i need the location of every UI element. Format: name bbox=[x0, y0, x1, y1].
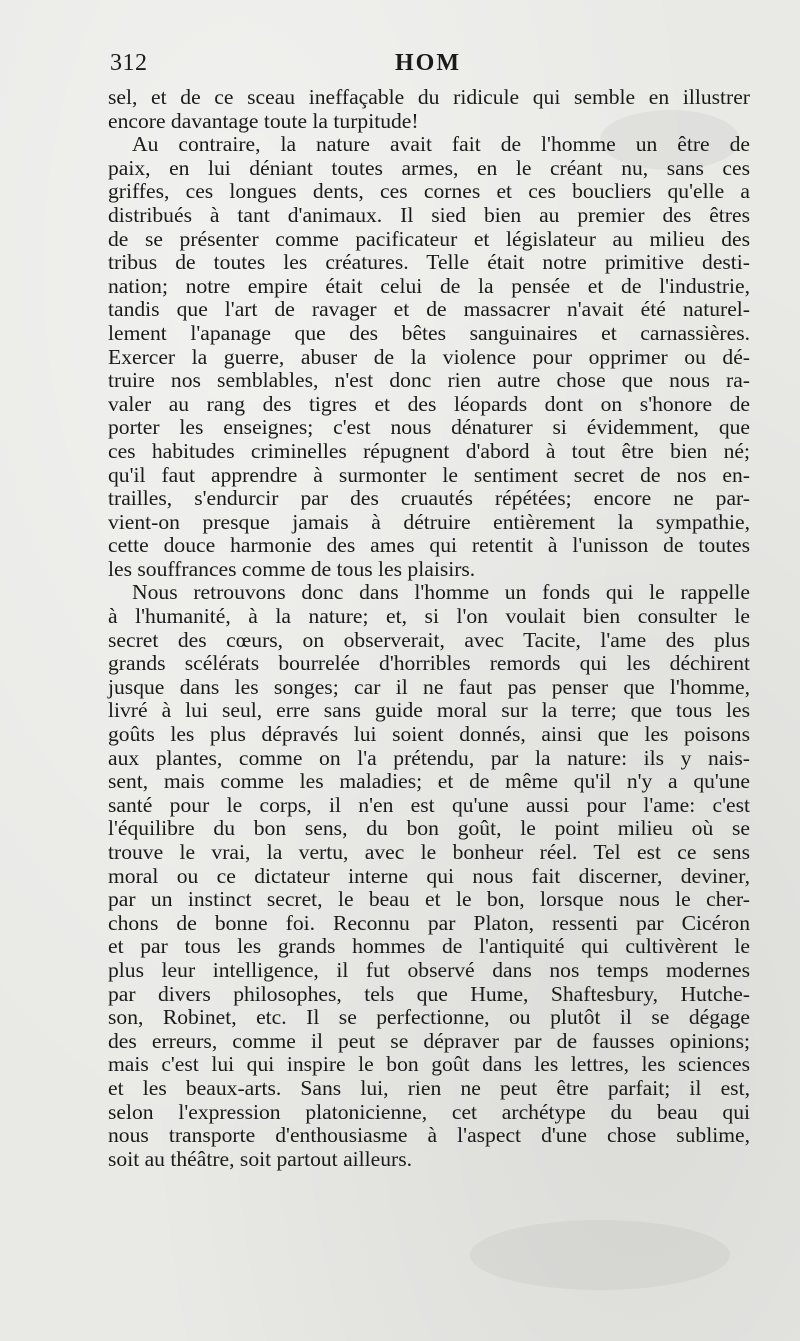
text-line: grands scélérats bourrelée d'horribles remords qui les déchirent bbox=[108, 651, 750, 676]
text-line: valer au rang des tigres et des léopards dont on s'honore de bbox=[108, 391, 750, 416]
text-line: nous transporte d'enthousiasme à l'aspect d'une chose sublime, bbox=[108, 1123, 750, 1148]
text-line: et les beaux-arts. Sans lui, rien ne peut être parfait; il est, bbox=[108, 1075, 750, 1100]
text-line: Au contraire, la nature avait fait de l'homme un être de bbox=[132, 132, 750, 157]
text-line: cette douce harmonie des ames qui retentit à l'unisson de toutes bbox=[108, 533, 750, 558]
text-line: l'équilibre du bon sens, du bon goût, le point milieu où se bbox=[108, 816, 750, 841]
text-line: des erreurs, comme il peut se dépraver par de fausses opinions; bbox=[108, 1028, 750, 1053]
text-line: jusque dans les songes; car il ne faut pas penser que l'homme, bbox=[108, 674, 750, 699]
text-line: par un instinct secret, le beau et le bon, lorsque nous le cher- bbox=[108, 887, 750, 912]
text-line: à l'humanité, à la nature; et, si l'on voulait bien consulter le bbox=[108, 604, 750, 629]
text-line: chons de bonne foi. Reconnu par Platon, ressenti par Cicéron bbox=[108, 910, 750, 935]
text-line: livré à lui seul, erre sans guide moral sur la terre; que tous les bbox=[108, 698, 750, 723]
running-head bbox=[110, 50, 750, 80]
text-line: distribués à tant d'animaux. Il sied bien au premier des êtres bbox=[108, 202, 750, 227]
text-line: paix, en lui déniant toutes armes, en le créant nu, sans ces bbox=[108, 155, 750, 180]
text-line: lement l'apanage que des bêtes sanguinaires et carnassières. bbox=[108, 320, 750, 345]
text-line: ces habitudes criminelles répugnent d'abord à tout être bien né; bbox=[108, 438, 750, 463]
text-line: truire nos semblables, n'est donc rien autre chose que nous ra- bbox=[108, 368, 750, 393]
text-line: santé pour le corps, il n'en est qu'une aussi pour l'ame: c'est bbox=[108, 792, 750, 817]
text-line: vient-on presque jamais à détruire entièrement la sympathie, bbox=[108, 509, 750, 534]
text-line: sent, mais comme les maladies; et de même qu'il n'y a qu'une bbox=[108, 769, 750, 794]
text-line: Exercer la guerre, abuser de la violence pour opprimer ou dé- bbox=[108, 344, 750, 369]
text-line: mais c'est lui qui inspire le bon goût dans les lettres, les sciences bbox=[108, 1052, 750, 1077]
text-line: qu'il faut apprendre à surmonter le sentiment secret de nos en- bbox=[108, 462, 750, 487]
text-line: trouve le vrai, la vertu, avec le bonheur réel. Tel est ce sens bbox=[108, 840, 750, 864]
text-line: de se présenter comme pacificateur et législateur au milieu des bbox=[108, 226, 750, 251]
text-line: soit au théâtre, soit partout ailleurs. bbox=[108, 1146, 413, 1171]
text-line: griffes, ces longues dents, ces cornes et ces boucliers qu'elle a bbox=[108, 179, 750, 204]
text-line: selon l'expression platonicienne, cet archétype du beau qui bbox=[108, 1099, 750, 1124]
text-line: trailles, s'endurcir par des cruautés répétées; encore ne par- bbox=[108, 486, 750, 511]
text-line: Nous retrouvons donc dans l'homme un fonds qui le rappelle bbox=[132, 580, 750, 605]
text-line: goûts les plus dépravés lui soient donnés, ainsi que les poisons bbox=[108, 722, 750, 747]
text-line: porter les enseignes; c'est nous dénaturer si évidemment, que bbox=[108, 415, 750, 440]
text-line: plus leur intelligence, il fut observé dans nos temps modernes bbox=[108, 957, 750, 982]
text-line: secret des cœurs, on observerait, avec Tacite, l'ame des plus bbox=[108, 627, 750, 652]
text-line: tribus de toutes les créatures. Telle était notre primitive desti- bbox=[108, 250, 750, 275]
text-line: nation; notre empire était celui de la pensée et de l'industrie, bbox=[108, 273, 750, 298]
text-line: par divers philosophes, tels que Hume, Shaftesbury, Hutche- bbox=[108, 981, 750, 1006]
text-line: son, Robinet, etc. Il se perfectionne, ou plutôt il se dégage bbox=[108, 1005, 750, 1030]
text-line: aux plantes, comme on l'a prétendu, par la nature: ils y nais- bbox=[108, 745, 750, 770]
text-line: et par tous les grands hommes de l'antiquité qui cultivèrent le bbox=[108, 934, 750, 959]
page-number: 312 bbox=[110, 50, 148, 76]
running-headword: HOM bbox=[395, 50, 461, 76]
text-line: les souffrances comme de tous les plaisirs. bbox=[108, 556, 476, 581]
text-line: sel, et de ce sceau ineffaçable du ridicule qui semble en illustrer bbox=[108, 85, 750, 109]
body-text bbox=[108, 86, 750, 1171]
text-line: encore davantage toute la turpitude! bbox=[108, 108, 419, 133]
text-line: tandis que l'art de ravager et de massacrer n'avait été naturel- bbox=[108, 297, 750, 322]
paper-stain bbox=[470, 1220, 730, 1290]
text-line: moral ou ce dictateur interne qui nous fait discerner, deviner, bbox=[108, 863, 750, 888]
